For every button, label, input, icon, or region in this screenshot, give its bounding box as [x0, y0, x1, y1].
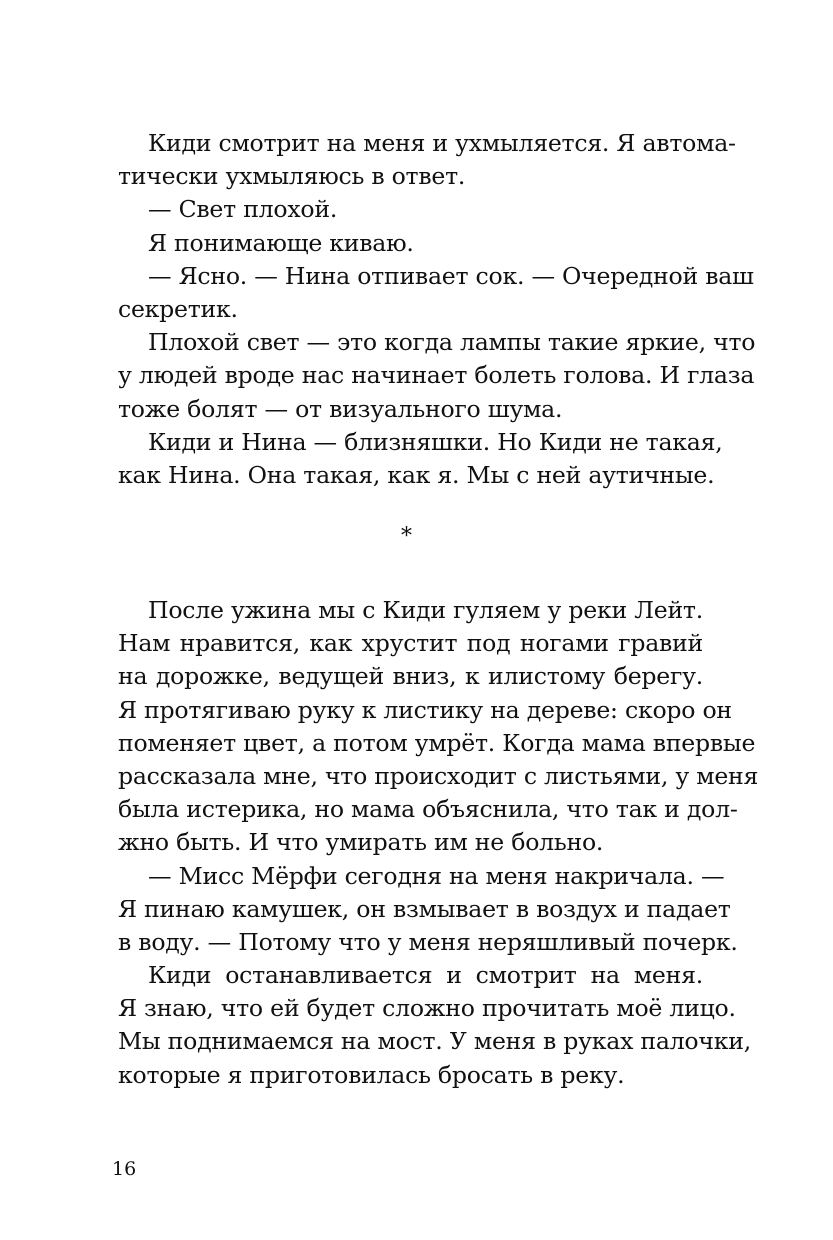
text-block-1: [118, 127, 756, 492]
text-line: Я понимающе киваю.: [148, 228, 414, 257]
text-line: жно быть. И что умирать им не больно.: [118, 828, 604, 857]
text-line: Я знаю, что ей будет сложно прочитать моё лицо.: [118, 994, 736, 1023]
text-line: поменяет цвет, а потом умрёт. Когда мама впервые: [118, 728, 756, 757]
section-separator: *: [401, 524, 412, 549]
text-line: на дорожке, ведущей вниз, к илистому берегу.: [118, 662, 703, 691]
text-line: Киди останавливается и смотрит на меня.: [148, 961, 703, 990]
text-line: тоже болят — от визуального шума.: [118, 394, 563, 423]
text-line: Киди смотрит на меня и ухмыляется. Я автома-: [148, 129, 736, 157]
text-line: Я пинаю камушек, он взмывает в воздух и падает: [118, 894, 731, 923]
text-line: секретик.: [118, 294, 238, 323]
text-line: тически ухмыляюсь в ответ.: [118, 162, 466, 191]
text-line: Плохой свет — это когда лампы такие яркие, что: [148, 328, 756, 357]
text-line: была истерика, но мама объяснила, что так и дол-: [118, 795, 738, 824]
text-line: у людей вроде нас начинает болеть голова. И глаза: [118, 361, 755, 390]
text-line: рассказала мне, что происходит с листьями, у меня: [118, 761, 759, 790]
text-line: — Ясно. — Нина отпивает сок. — Очередной ваш: [148, 261, 754, 290]
text-line: После ужина мы с Киди гуляем у реки Лейт.: [148, 596, 703, 624]
text-line: Я протягиваю руку к листику на дереве: скоро он: [118, 695, 732, 724]
text-line: — Свет плохой.: [148, 195, 338, 224]
text-block-2: [118, 594, 759, 1092]
page-number: 16: [112, 1158, 137, 1180]
text-line: как Нина. Она такая, как я. Мы с ней аутичные.: [118, 460, 715, 489]
text-line: — Мисс Мёрфи сегодня на меня накричала. —: [148, 861, 725, 890]
text-line: Киди и Нина — близняшки. Но Киди не такая,: [148, 427, 723, 456]
text-line: Мы поднимаемся на мост. У меня в руках палочки,: [118, 1027, 751, 1056]
text-line: Нам нравится, как хрустит под ногами гравий: [118, 629, 703, 658]
text-line: в воду. — Потому что у меня неряшливый почерк.: [118, 927, 738, 956]
text-line: которые я приготовилась бросать в реку.: [118, 1060, 625, 1089]
